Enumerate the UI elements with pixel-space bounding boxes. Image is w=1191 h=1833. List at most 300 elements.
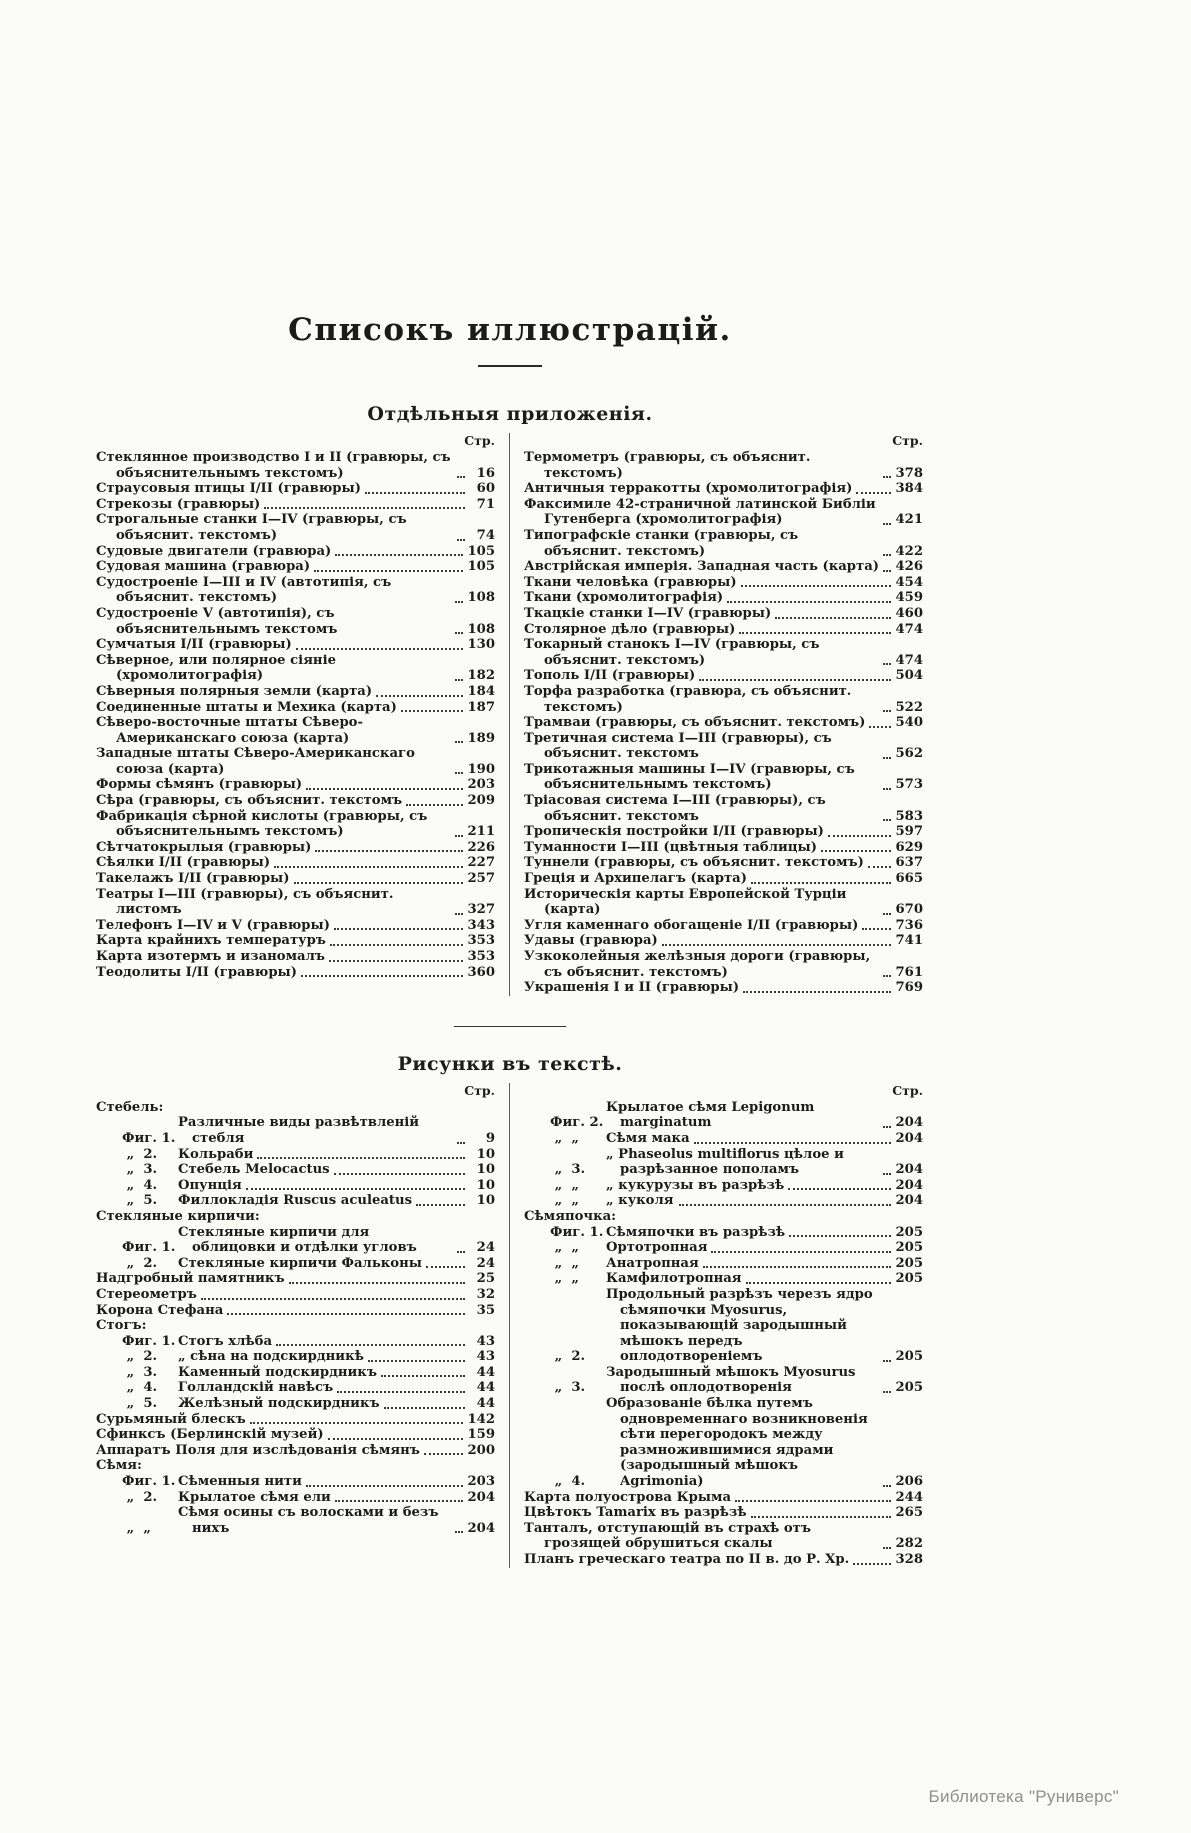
toc-entry [524, 684, 923, 715]
column-divider [509, 433, 510, 996]
figure-prefix: „ 3. [122, 1162, 158, 1178]
toc-entry [96, 918, 495, 934]
entry-label: Сфинксъ (Берлинскій музей) [96, 1427, 324, 1443]
dot-leader [883, 1126, 891, 1128]
page-number: 209 [467, 793, 495, 809]
toc-entry [96, 1365, 495, 1381]
toc-entry [96, 1396, 495, 1412]
toc-entry [524, 887, 923, 918]
entry-label: Сѣра (гравюры, съ объяснит. текстомъ [96, 793, 403, 809]
toc-entry [96, 1115, 495, 1146]
page-number: 44 [476, 1396, 495, 1412]
toc-entry [96, 809, 495, 840]
entry-label: Сѣменныя нити [178, 1474, 302, 1490]
entry-label: Удавы (гравюра) [524, 933, 658, 949]
page-number: 204 [895, 1115, 923, 1131]
toc-entry [524, 980, 923, 996]
page-number: 108 [467, 621, 495, 637]
page-number: 454 [895, 574, 923, 590]
toc-entry [96, 497, 495, 513]
toc-entry [524, 1287, 923, 1365]
plates-section-heading: Отдѣльныя приложенія. [367, 403, 653, 425]
toc-entry [96, 715, 495, 746]
dot-leader [883, 757, 891, 759]
page-number: 204 [895, 1193, 923, 1209]
dot-leader [883, 554, 891, 556]
dot-leader [334, 1173, 465, 1175]
toc-entry [524, 1505, 923, 1521]
figure-prefix: „ 4. [122, 1177, 158, 1193]
toc-group-heading [96, 1318, 495, 1334]
page-number: 265 [895, 1505, 923, 1521]
toc-entry [96, 1474, 495, 1490]
entry-label: „ куколя [606, 1193, 674, 1209]
toc-entry [96, 933, 495, 949]
entry-label: Сѣмя мака [606, 1130, 690, 1146]
entry-label: „ кукурузы въ разрѣзѣ [606, 1177, 785, 1193]
page-number: 74 [476, 527, 495, 543]
page-number: 422 [895, 543, 923, 559]
entry-label: Танталъ, отступающій въ страхѣ отъ грозящей обрушиться скалы [524, 1520, 811, 1552]
toc-entry [96, 1443, 495, 1459]
entry-label: Западные штаты Сѣверо-Американскаго союза (карта) [96, 746, 415, 777]
figure-prefix: „ „ [550, 1240, 579, 1256]
entry-label: Судостроеніе V (автотипія), съ объяснительнымъ текстомъ [96, 605, 338, 637]
figure-prefix: Фиг. 2. [550, 1115, 604, 1131]
dot-leader [788, 1188, 891, 1190]
figures-section-heading: Рисунки въ текстѣ. [397, 1052, 623, 1075]
toc-entry [524, 1365, 923, 1396]
page-number: 597 [895, 824, 923, 840]
toc-entry [524, 949, 923, 980]
toc-entry [96, 1412, 495, 1428]
toc-entry [524, 1271, 923, 1287]
page-number: 522 [895, 699, 923, 715]
page-column-label: Стр. [892, 433, 923, 448]
toc-entry [96, 1256, 495, 1272]
page-number: 637 [895, 855, 923, 871]
dot-leader [416, 1204, 465, 1206]
dot-leader [314, 570, 463, 572]
toc-group-heading [524, 1209, 923, 1225]
page-number: 206 [895, 1474, 923, 1490]
entry-label: Сѣверныя полярныя земли (карта) [96, 683, 373, 699]
figure-prefix: „ 5. [122, 1193, 158, 1209]
toc-entry [524, 606, 923, 622]
dot-leader [381, 1375, 465, 1377]
figure-prefix: Фиг. 1. [122, 1130, 176, 1146]
entry-label: Театры I—III (гравюры), съ объяснит. листомъ [96, 886, 394, 918]
page-number: 44 [476, 1364, 495, 1380]
entry-label: Судовые двигатели (гравюра) [96, 543, 332, 559]
page-number: 25 [476, 1271, 495, 1287]
page-number: 204 [895, 1162, 923, 1178]
toc-entry [96, 1178, 495, 1194]
toc-entry [96, 855, 495, 871]
entry-label: Австрійская имперія. Западная часть (карта) [524, 559, 879, 575]
entry-label: Сѣмяпочка: [524, 1208, 617, 1224]
toc-entry [96, 481, 495, 497]
dot-leader [862, 928, 891, 930]
dot-leader [457, 1251, 465, 1253]
toc-entry [524, 1521, 923, 1552]
figure-prefix: „ „ [550, 1130, 579, 1146]
figures-columns [96, 1083, 924, 1568]
entry-label: Ткацкіе станки I—IV (гравюры) [524, 605, 772, 621]
figure-prefix: „ 4. [122, 1380, 158, 1396]
toc-entry [96, 793, 495, 809]
page-number: 24 [476, 1240, 495, 1256]
entry-label: Угля каменнаго обогащеніе I/II (гравюры) [524, 917, 859, 933]
page-number: 227 [467, 855, 495, 871]
entry-label: Трикотажныя машины I—IV (гравюры, съ объяснительнымъ текстомъ) [524, 761, 855, 793]
dot-leader [276, 1344, 465, 1346]
dot-leader [274, 866, 463, 868]
page-number: 105 [467, 543, 495, 559]
entry-label: Стекляные кирпичи для облицовки и отдѣлки угловъ [178, 1224, 417, 1256]
dot-leader [376, 695, 463, 697]
toc-entry [524, 1240, 923, 1256]
entry-label: Третичная система I—III (гравюры), съ объяснит. текстомъ [524, 730, 832, 762]
figure-prefix: „ „ [550, 1193, 579, 1209]
dot-leader [694, 1142, 892, 1144]
figure-prefix: „ 5. [122, 1396, 158, 1412]
entry-label: Сѣмя: [96, 1458, 142, 1474]
dot-leader [455, 1531, 463, 1533]
toc-entry [524, 933, 923, 949]
dot-leader [406, 804, 463, 806]
toc-entry [524, 528, 923, 559]
entry-label: Стебель Melocactus [178, 1162, 330, 1178]
entry-label: Стереометръ [96, 1286, 197, 1302]
entry-label: Камфилотропная [606, 1271, 742, 1287]
page-number: 353 [467, 949, 495, 964]
page-number: 205 [895, 1240, 923, 1256]
entry-label: Сурьмяный блескъ [96, 1411, 246, 1427]
toc-entry [524, 715, 923, 731]
figure-prefix: „ 3. [550, 1380, 586, 1396]
entry-label: Цвѣтокъ Tamarix въ разрѣзѣ [524, 1505, 747, 1521]
entry-label: Зародышный мѣшокъ Myosurus послѣ оплодотворенія [606, 1364, 856, 1396]
page-number: 504 [895, 668, 923, 684]
entry-label: Историческія карты Европейской Турціи (карта) [524, 886, 847, 918]
page-number: 459 [895, 590, 923, 606]
page-number: 205 [895, 1255, 923, 1271]
entry-label: Токарный станокъ I—IV (гравюры, съ объяснит. текстомъ) [524, 637, 820, 668]
entry-label: Опунція [178, 1177, 242, 1193]
toc-entry [96, 1162, 495, 1178]
page-number: 35 [476, 1302, 495, 1318]
toc-entry [96, 1303, 495, 1319]
toc-entry [96, 1147, 495, 1163]
page-number: 769 [895, 980, 923, 996]
entry-label: „ сѣна на подскирдникѣ [178, 1349, 364, 1365]
page-number: 204 [467, 1489, 495, 1505]
dot-leader [883, 476, 891, 478]
dot-leader [296, 648, 464, 650]
entry-label: Фабрикація сѣрной кислоты (гравюры, съ объяснительнымъ текстомъ) [96, 808, 428, 840]
toc-entry [524, 559, 923, 575]
dot-leader [735, 1500, 891, 1502]
dot-leader [703, 1266, 892, 1268]
page-column-label: Стр. [892, 1082, 923, 1098]
toc-entry [96, 606, 495, 637]
page-number: 204 [895, 1177, 923, 1193]
page-number: 189 [467, 730, 495, 746]
toc-entry [524, 1193, 923, 1209]
toc-entry [96, 1193, 495, 1209]
entry-label: Крылатое сѣмя Lepigonum marginatum [606, 1099, 815, 1131]
entry-label: Сѣверо-восточные штаты Сѣверо-Американскаго союза (карта) [96, 715, 363, 746]
entry-label: Греція и Архипелагъ (карта) [524, 871, 747, 887]
entry-label: Судостроеніе I—III и IV (автотипія, съ объяснит. текстомъ) [96, 574, 392, 606]
dot-leader [384, 1407, 465, 1409]
entry-label: Крылатое сѣмя ели [178, 1489, 331, 1505]
toc-entry [96, 1334, 495, 1350]
section-plates [96, 403, 924, 996]
dot-leader [699, 679, 891, 681]
entry-label: Тропическія постройки I/II (гравюры) [524, 824, 824, 840]
figures-right-list [524, 1100, 923, 1568]
entry-label: Теодолиты I/II (гравюры) [96, 964, 298, 980]
page-number: 43 [476, 1349, 495, 1365]
toc-entry [524, 1552, 923, 1568]
toc-entry [524, 450, 923, 481]
entry-label: Желѣзный подскирдникъ [178, 1396, 380, 1412]
dot-leader [711, 1251, 891, 1253]
dot-leader [257, 1157, 465, 1159]
dot-leader [662, 944, 892, 946]
entry-label: Планъ греческаго театра по II в. до Р. Хр. [524, 1552, 850, 1567]
page-number: 670 [895, 902, 923, 918]
page-number: 43 [476, 1333, 495, 1349]
dot-leader [868, 866, 892, 868]
dot-leader [869, 726, 891, 728]
figure-prefix: „ „ [550, 1255, 579, 1271]
dot-leader [330, 944, 464, 946]
toc-entry [96, 700, 495, 716]
entry-label: Украшенія I и II (гравюры) [524, 980, 740, 996]
page-number: 211 [467, 824, 495, 840]
entry-label: Стеклянное производство I и II (гравюры, съ объяснительнымъ текстомъ) [96, 450, 451, 481]
plates-right-list [524, 450, 923, 996]
page-number: 244 [895, 1489, 923, 1505]
page-number: 203 [467, 1474, 495, 1490]
toc-entry [96, 559, 495, 575]
toc-entry [96, 684, 495, 700]
title-divider [478, 365, 542, 367]
toc-group-heading [96, 1100, 495, 1116]
dot-leader [457, 476, 465, 478]
page-number: 384 [895, 481, 923, 497]
dot-leader [883, 663, 891, 665]
page-number: 159 [467, 1427, 495, 1443]
toc-entry [96, 575, 495, 606]
dot-leader [821, 850, 891, 852]
page-number: 205 [895, 1224, 923, 1240]
toc-entry [96, 949, 495, 965]
dot-leader [246, 1188, 465, 1190]
page-number: 327 [467, 902, 495, 918]
entry-label: Тріасовая система I—III (гравюры), съ объяснит. текстомъ [524, 793, 826, 824]
toc-entry [96, 544, 495, 560]
toc-entry [96, 1349, 495, 1365]
toc-group-heading [96, 1458, 495, 1474]
entry-label: Телефонъ I—IV и V (гравюры) [96, 917, 330, 933]
entry-label: Трамваи (гравюры, съ объяснит. текстомъ) [524, 715, 866, 731]
page-number: 9 [485, 1130, 495, 1146]
entry-label: Античныя терракотты (хромолитографія) [524, 481, 853, 497]
figure-prefix: „ „ [550, 1271, 579, 1287]
dot-leader [455, 601, 463, 603]
page-number: 540 [895, 715, 923, 731]
page-number: 142 [467, 1411, 495, 1427]
dot-leader [883, 819, 891, 821]
page-title: Списокъ иллюстрацій. [288, 312, 732, 348]
entry-label: Типографскіе станки (гравюры, съ объяснит. текстомъ) [524, 527, 799, 559]
figure-prefix: Фиг. 1. [550, 1224, 604, 1240]
dot-leader [751, 1516, 892, 1518]
page-number: 343 [467, 917, 495, 933]
dot-leader [455, 772, 463, 774]
toc-entry [96, 965, 495, 981]
dot-leader [743, 991, 891, 993]
figures-right-column [524, 1083, 923, 1568]
figure-prefix: „ 2. [122, 1489, 158, 1505]
entry-label: Страусовыя птицы I/II (гравюры) [96, 481, 361, 497]
dot-leader [264, 507, 465, 509]
page-number: 16 [476, 465, 495, 481]
entry-label: Термометръ (гравюры, съ объяснит. текстомъ) [524, 450, 811, 481]
page-number: 205 [895, 1380, 923, 1396]
entry-label: Продольный разрѣзъ черезъ ядро сѣмяпочки Myosurus, показывающій зародышный мѣшокъ передъ оплодотвореніемъ [606, 1286, 873, 1365]
dot-leader [883, 1173, 891, 1175]
entry-label: „ Phaseolus multiflorus цѣлое и разрѣзанное пополамъ [606, 1146, 844, 1178]
entry-label: Голландскій навѣсъ [178, 1380, 334, 1396]
entry-label: Сѣялки I/II (гравюры) [96, 855, 271, 871]
figure-prefix: Фиг. 1. [122, 1474, 176, 1490]
page-number: 71 [476, 496, 495, 512]
page-number: 60 [476, 481, 495, 497]
dot-leader [457, 1142, 465, 1144]
toc-entry [96, 637, 495, 653]
entry-label: Стрекозы (гравюры) [96, 496, 261, 512]
toc-entry [524, 1100, 923, 1131]
dot-leader [883, 975, 891, 977]
page-number: 360 [467, 964, 495, 980]
toc-entry [96, 871, 495, 887]
page-number: 474 [895, 621, 923, 637]
dot-leader [727, 601, 891, 603]
page-number: 10 [476, 1193, 495, 1209]
page-number: 573 [895, 777, 923, 793]
plates-right-column [524, 433, 923, 996]
toc-entry [524, 1147, 923, 1178]
dot-leader [335, 554, 463, 556]
entry-label: Судовая машина (гравюра) [96, 559, 311, 575]
figure-prefix: „ „ [122, 1520, 151, 1536]
page-number: 741 [895, 933, 923, 949]
entry-label: Анатропная [606, 1255, 699, 1271]
dot-leader [424, 1453, 464, 1455]
plates-left-column [96, 433, 495, 996]
dot-leader [883, 570, 891, 572]
dot-leader [250, 1422, 464, 1424]
toc-entry [524, 497, 923, 528]
figure-prefix: „ 2. [122, 1349, 158, 1365]
figure-prefix: Фиг. 1. [122, 1333, 176, 1349]
entry-label: Сѣтчатокрылыя (гравюры) [96, 839, 312, 855]
toc-entry [524, 622, 923, 638]
dot-leader [853, 1563, 891, 1565]
column-divider [509, 1083, 510, 1568]
entry-label: Различные виды развѣтвленій стебля [178, 1115, 420, 1146]
figure-prefix: „ 4. [550, 1474, 586, 1490]
entry-label: Сумчатыя I/II (гравюры) [96, 637, 292, 653]
dot-leader [455, 835, 463, 837]
page-number: 32 [476, 1286, 495, 1302]
entry-label: Ткани человѣка (гравюры) [524, 574, 737, 590]
entry-label: Торфа разработка (гравюра, съ объяснит. текстомъ) [524, 683, 852, 715]
page-number: 10 [476, 1162, 495, 1178]
page-number: 130 [467, 637, 495, 653]
page-number: 205 [895, 1349, 923, 1365]
entry-label: Туманности I—III (цвѣтныя таблицы) [524, 839, 817, 855]
entry-label: Карта изотермъ и изаномалъ [96, 949, 325, 964]
page-number: 460 [895, 605, 923, 621]
toc-entry [524, 575, 923, 591]
toc-entry [524, 1131, 923, 1147]
toc-entry [96, 512, 495, 543]
entry-label: Корона Стефана [96, 1302, 224, 1318]
toc-entry [524, 855, 923, 871]
dot-leader [883, 1391, 891, 1393]
dot-leader [746, 1282, 892, 1284]
page-number: 203 [467, 777, 495, 793]
section-divider [454, 1026, 566, 1027]
dot-leader [455, 679, 463, 681]
dot-leader [828, 835, 892, 837]
page-number: 182 [467, 668, 495, 684]
dot-leader [294, 882, 464, 884]
entry-label: Стогъ: [96, 1318, 147, 1334]
plates-columns [96, 433, 924, 996]
entry-label: Формы сѣмянъ (гравюры) [96, 777, 303, 793]
entry-label: Узкоколейныя желѣзныя дороги (гравюры, съ объяснит. текстомъ) [524, 949, 871, 980]
section-figures [96, 1053, 924, 1568]
toc-group-heading [96, 1209, 495, 1225]
entry-label: Сѣверное, или полярное сіяніе (хромолитографія) [96, 652, 336, 684]
toc-entry [524, 637, 923, 668]
entry-label: Ортотропная [606, 1240, 708, 1256]
toc-entry [524, 731, 923, 762]
dot-leader [856, 492, 891, 494]
entry-label: Сѣмя осины съ волосками и безъ нихъ [178, 1505, 439, 1536]
page-number: 421 [895, 512, 923, 528]
page-number: 378 [895, 465, 923, 481]
dot-leader [335, 1500, 464, 1502]
page-number: 184 [467, 683, 495, 699]
toc-entry [96, 777, 495, 793]
toc-entry [96, 1427, 495, 1443]
toc-entry [524, 793, 923, 824]
page-number: 474 [895, 652, 923, 668]
dot-leader [455, 632, 463, 634]
dot-leader [337, 1391, 465, 1393]
toc-entry [524, 1490, 923, 1506]
dot-leader [306, 788, 463, 790]
page-number: 353 [467, 933, 495, 949]
